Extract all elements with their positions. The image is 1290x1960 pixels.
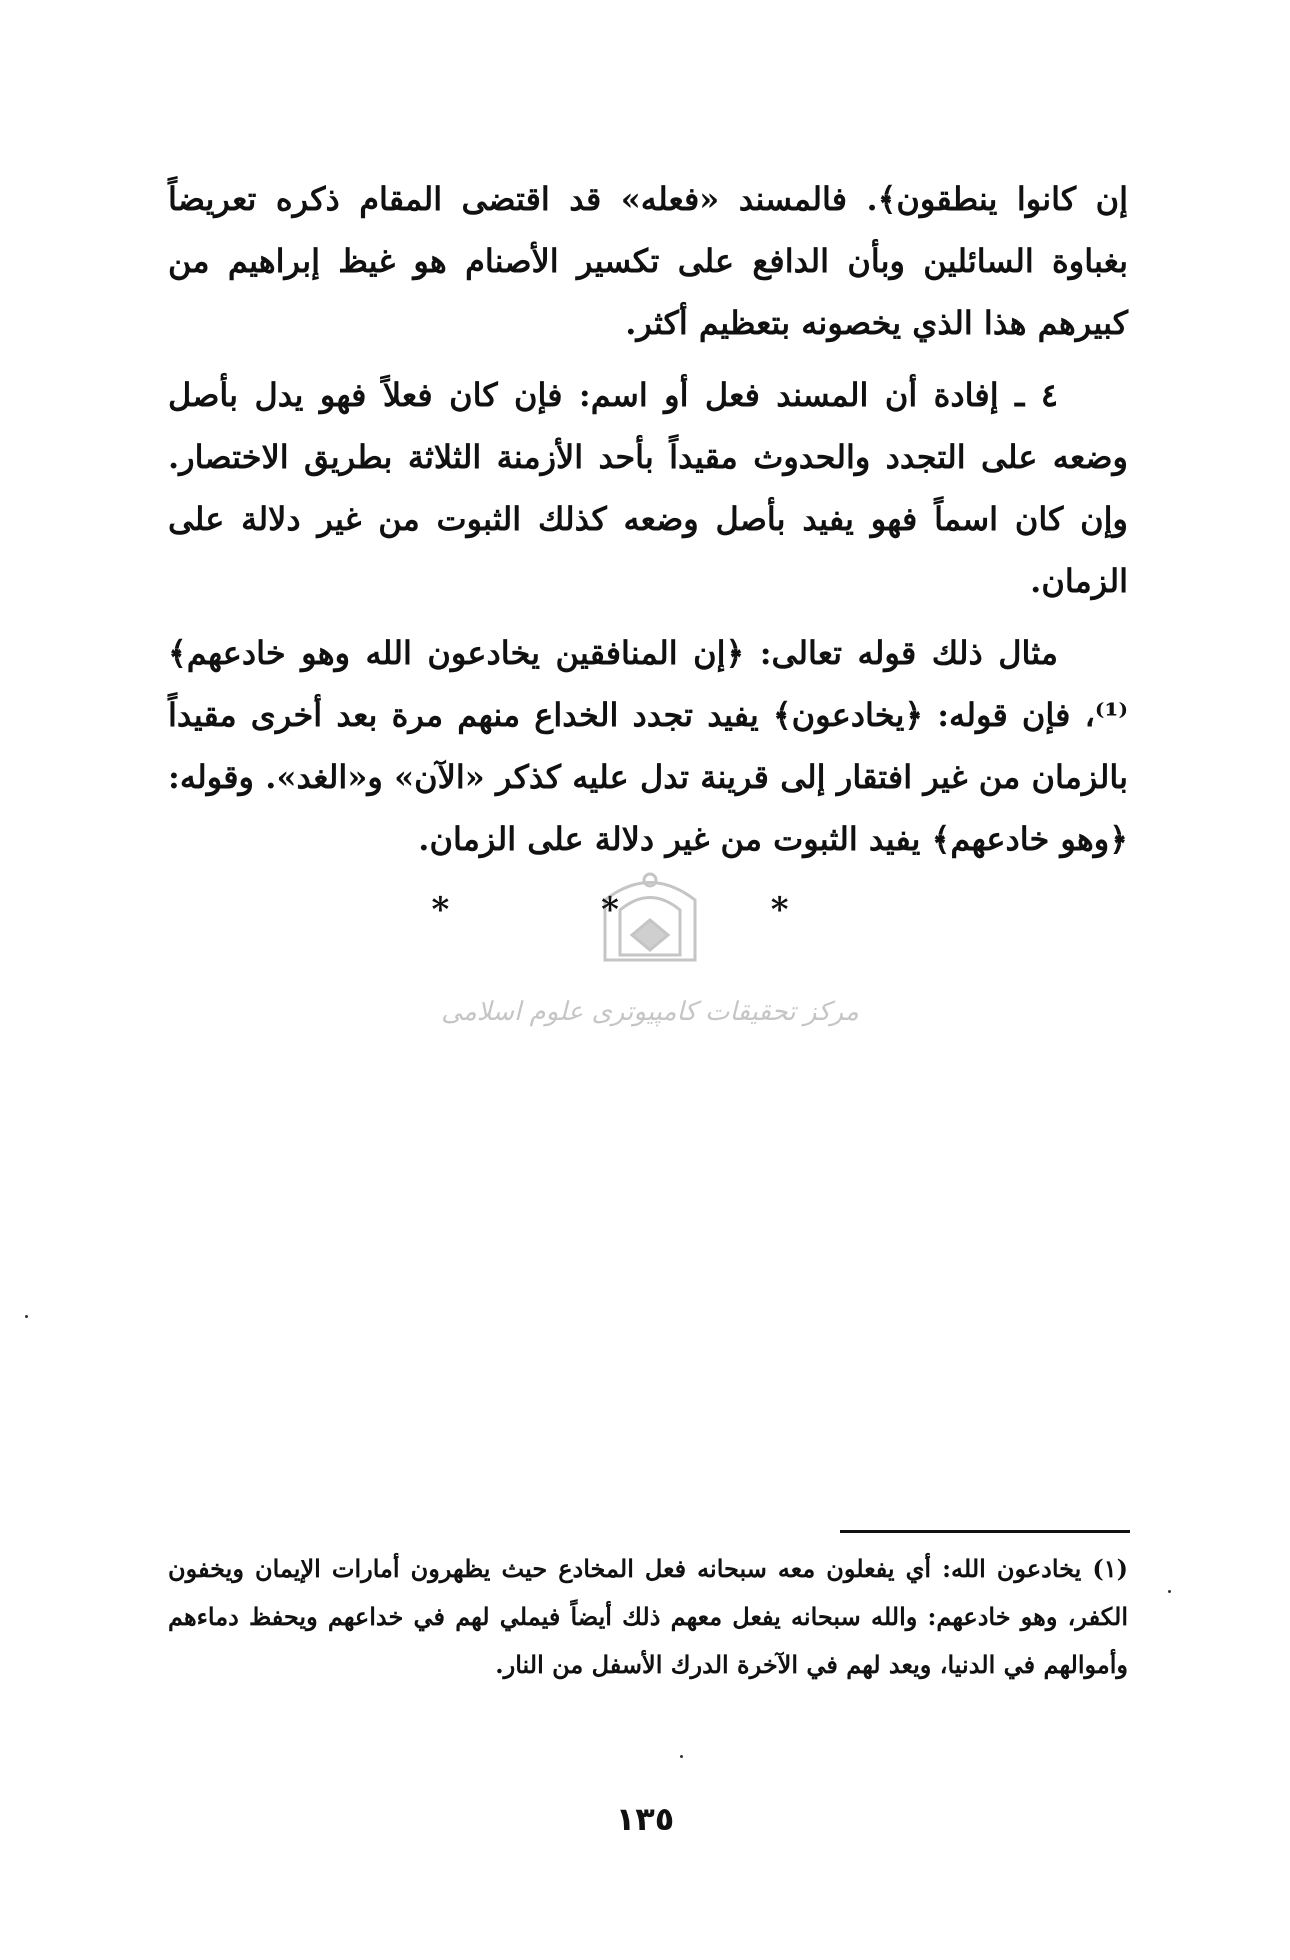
footnote <box>168 1545 1128 1689</box>
scan-speck <box>25 1315 28 1318</box>
main-text <box>168 168 1128 880</box>
paragraph-1: إن كانوا ينطقون﴾. فالمسند «فعله» قد اقتضى المقام ذكره تعريضاً بغباوة السائلين وبأن الدافع على تكسير الأصنام هو غيظ إبراهيم من كبيرهم هذا الذي يخصونه بتعظيم أكثر. <box>168 180 1128 342</box>
paragraph-3: مثال ذلك قوله تعالى: ﴿إن المنافقين يخادعون الله وهو خادعهم﴾⁽¹⁾، فإن قوله: ﴿يخادعون﴾ يفيد تجدد الخداع منهم مرة بعد أخرى مقيداً بالزمان من غير افتقار إلى قرينة تدل عليه كذكر «الآن» و«الغد». وقوله: ﴿وهو خادعهم﴾ يفيد الثبوت من غير دلالة على الزمان. <box>168 634 1129 858</box>
paragraph-2: ٤ ـ إفادة أن المسند فعل أو اسم: فإن كان فعلاً فهو يدل بأصل وضعه على التجدد والحدوث مقيداً بأحد الأزمنة الثلاثة بطريق الاختصار. وإن كان اسماً فهو يفيد بأصل وضعه كذلك الثبوت من غير دلالة على الزمان. <box>168 376 1128 600</box>
scan-speck <box>1168 1590 1171 1593</box>
watermark-caption: مرکز تحقیقات کامپیوتری علوم اسلامی <box>441 997 859 1027</box>
scan-speck <box>680 1755 683 1758</box>
footnote-1: (١) يخادعون الله: أي يفعلون معه سبحانه فعل المخادع حيث يظهرون أمارات الإيمان ويخفون الكفر، وهو خادعهم: والله سبحانه يفعل معهم ذلك أيضاً فيملي لهم في خداعهم ويحفظ دماءهم وأموالهم في الدنيا، ويعد لهم في الآخرة الدرك الأسفل من النار. <box>168 1554 1128 1679</box>
institute-seal-icon <box>441 860 859 1070</box>
watermark <box>441 860 859 1070</box>
page-number: ١٣٥ <box>615 1800 675 1838</box>
footnote-rule <box>840 1530 1130 1533</box>
section-separator: * * * <box>431 890 859 930</box>
